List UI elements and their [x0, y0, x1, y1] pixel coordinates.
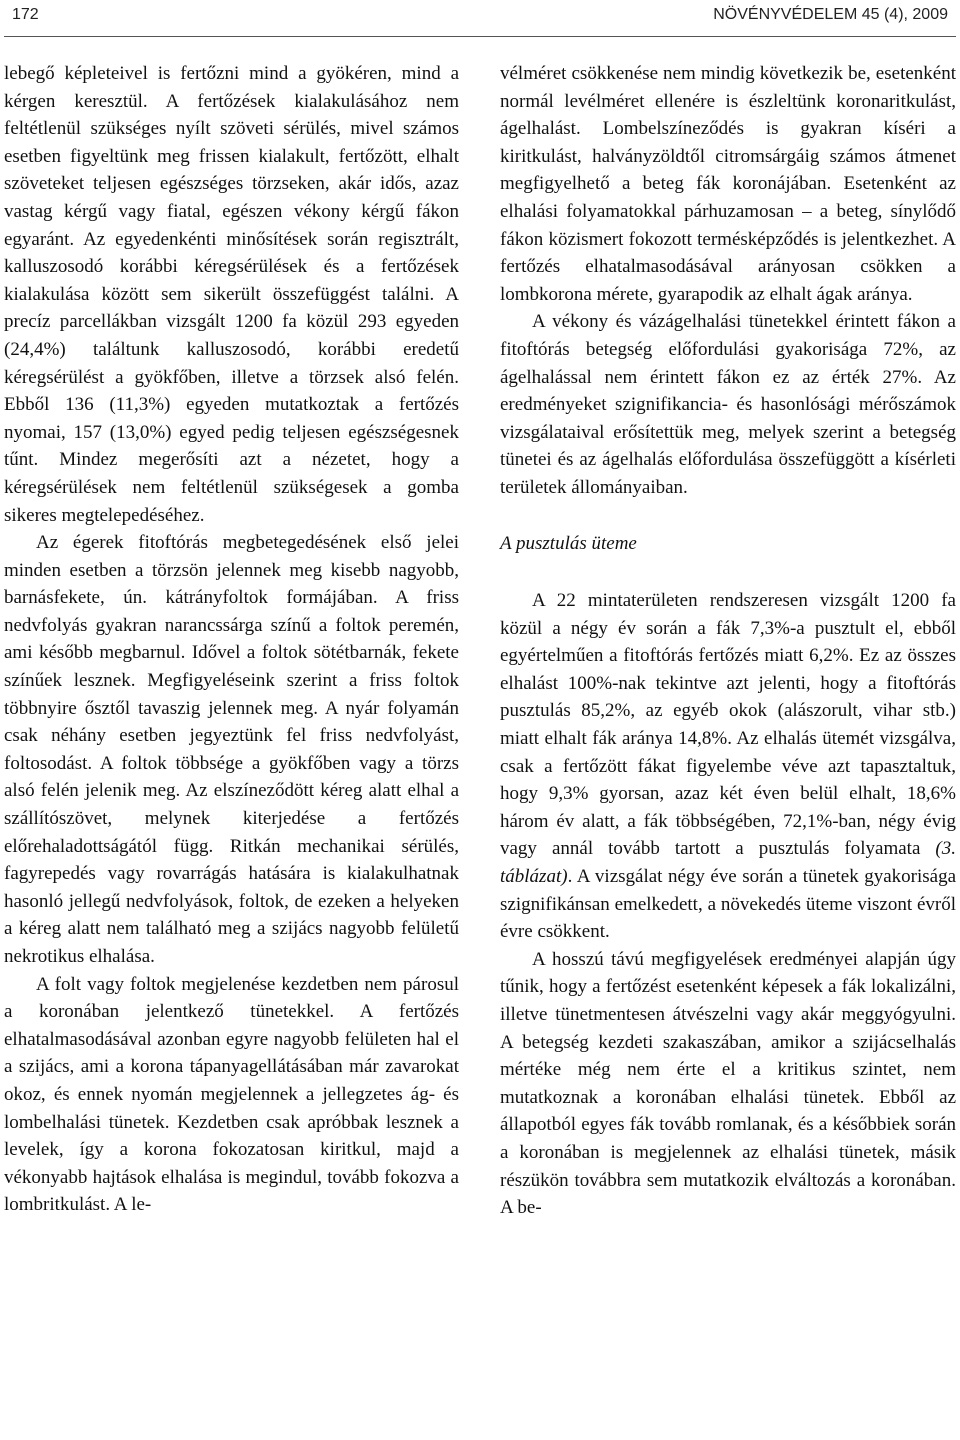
paragraph-text: A 22 mintaterületen rendszeresen vizsgált 1200 fa közül a négy év során a fák 7,3%-a pusztult el, ebből egyértelműen a fitoftórás fertőzés miatt 6,2%. Ez az összes elhalást 100%-nak tekintve azt jelenti, hogy a fitoftórás pusztulás 85,2%, az egyéb okok (alászorult, vihar stb.) miatt elhalt fák aránya 14,8%. Az elhalás ütemét vizsgálva, csak a fertőzött fákat figyelembe véve azt tapasztaltuk, hogy 9,3% gyorsan, azaz két éven belül elhalt, 18,6% három év alatt, a fák többségében, 72,1%-ban, négy évig vagy annál tovább tartott a pusztulás folyamata [500, 590, 956, 860]
paragraph: A folt vagy foltok megjelenése kezdetben nem párosul a koronában jelentkező tünetekkel. A fertőzés elhatalmasodásával azonban egyre nagyobb felületen hal el a szijács, ami a korona tápanyagellátásában már zavarokat okoz, és ennek nyomán megjelennek a jellegzetes ág- és lombelhalási tünetek. Kezdetben csak apróbbak lesznek a levelek, így a korona fokozatosan kiritkul, majd a vékonyabb hajtások elhalása is megindul, tovább fokozva a lombritkulást. A le- [4, 973, 459, 1216]
paragraph: A vékony és vázágelhalási tünetekkel érintett fákon a fitoftórás betegség előfordulási gyakorisága 72%, az ágelhalással nem érintett fákon ez az érték 27%. Az eredményeket szignifikancia- és hasonlósági mérőszámok vizsgálataival erősítettük meg, melyek szerint a betegség tünetei és az ágelhalás előfordulása összefüggött a kísérleti területek állományaiban. [500, 311, 956, 498]
header-rule [4, 36, 956, 37]
page-header [0, 4, 960, 34]
paragraph [500, 587, 956, 946]
section-heading: A pusztulás üteme [500, 532, 637, 554]
paragraph-text: . A vizsgálat négy éve során a tünetek gyakorisága szignifikánsan emelkedett, a növekedés üteme viszont évről évre csökkent. [500, 866, 956, 943]
paragraph: lebegő képleteivel is fertőzni mind a gyökéren, mind a kérgen keresztül. A fertőzések kialakulásához nem feltétlenül szükséges nyílt szöveti sérülés, mivel számos esetben figyeltünk meg frissen kialakult, fertőzött, elhalt szöveteket teljesen egészséges törzseken, akár idős, azaz vastag kérgű vagy fiatal, egészen vékony kérgű fákon egyaránt. Az egyedenkénti minősítések során regisztrált, kalluszosodó korábbi kéregsérülések és a fertőzések kialakulása között sem sikerült összefüggést találni. A precíz parcellákban vizsgált 1200 fa közül 293 egyeden (24,4%) találtunk kalluszosodó, korábbi eredetű kéregsérülést a gyökfőben, illetve a törzsek alsó felén. Ebből 136 (11,3%) egyeden mutatkoztak a fertőzés nyomai, 157 (13,0%) egyed pedig teljesen egészségesnek tűnt. Mindez megerősíti azt a nézetet, hogy a kéregsérülések nem feltétlenül szükségesek a gomba sikeres megtelepedéséhez. [4, 63, 459, 526]
paragraph: vélméret csökkenése nem mindig következik be, esetenként normál levélméret ellenére is észleltünk koronaritkulást, ágelhalást. Lombelszíneződés is gyakran kíséri a kiritkulást, halványzöldtől citromsárgáig számos átmenet megfigyelhető a beteg fák koronájában. Esetenként az elhalási folyamatokkal párhuzamosan – a beteg, sínylődő fákon közismert fokozott termésképződés is jelentkezhet. A fertőzés elhatalmasodásával arányosan csökken a lombkorona mérete, gyarapodik az elhalt ágak aránya. [500, 63, 956, 305]
paragraph: Az égerek fitoftórás megbetegedésének első jelei minden esetben a törzsön jelennek meg kisebb nagyobb, barnásfekete, ún. kátrányfoltok formájában. A friss nedvfolyás gyakran narancssárga színű a foltok peremén, ami később megbarnul. Idővel a foltok sötétbarnák, fekete színűek lesznek. Megfigyeléseink szerint a friss foltok többnyire ősztől tavaszig jelennek meg. A nyár folyamán csak néhány esetben jegyeztünk fel friss nedvfolyást, foltosodást. A foltok többsége a gyökfőben vagy a törzs alsó felén jelenik meg. Az elszíneződött kéreg alatt elhal a szállítószövet, melynek kiterjedése a fertőzés előrehaladottságától függ. Ritkán mechanikai sérülés, fagyrepedés vagy rovarrágás hatására is kialakulhatnak hasonló jellegű nedvfolyások, foltok, de ezeken a helyeken a kéreg alatt nem található meg a szijács nagyobb felületű nekrotikus elhalása. [4, 532, 459, 967]
right-column [500, 60, 956, 1222]
page-number: 172 [12, 6, 39, 23]
table-reference: (3. táblázat) [500, 838, 956, 888]
journal-running-title: NÖVÉNYVÉDELEM 45 (4), 2009 [713, 6, 948, 23]
paragraph: A hosszú távú megfigyelések eredményei alapján úgy tűnik, hogy a fertőzést esetenként képesek a fák lokalizálni, illetve tünetmentesen átvészelni vagy akár meggyógyulni. A betegség kezdeti szakaszában, amikor a szijácselhalás mértéke még nem érte el a kritikus szintet, nem mutatkoznak a koronában elhalási tünetek. Ebből az állapotból egyes fák tovább romlanak, és a későbbiek során a koronában is megjelennek az elhalási tünetek, másik részükön továbbra sem mutatkozik elváltozás a koronában. A be- [500, 948, 956, 1219]
left-column [4, 60, 459, 1219]
